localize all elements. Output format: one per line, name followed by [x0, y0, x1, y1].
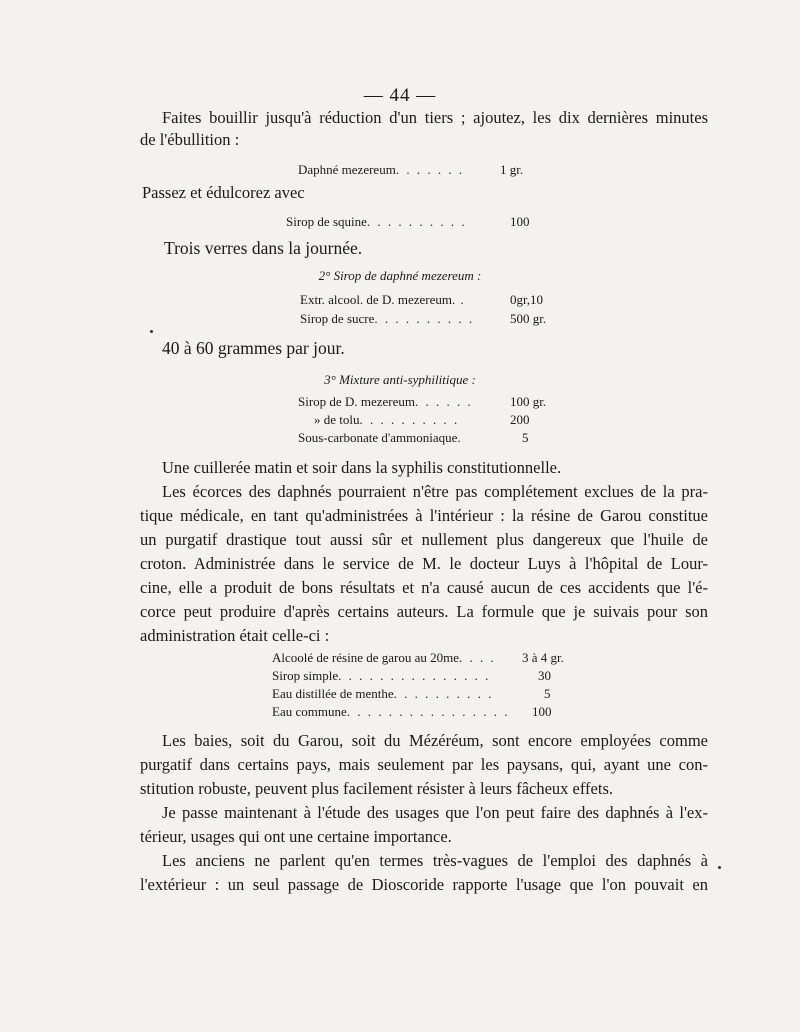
recipe-dots: . . . . . . — [414, 394, 473, 409]
recipe-qty: 0gr,10 — [510, 292, 544, 307]
recipe-row — [272, 650, 496, 666]
recipe-dots: . . . . . . . . . . . . . . . — [338, 668, 491, 683]
recipe-item: Eau distillée de menthe — [272, 686, 394, 701]
recipe-row — [298, 430, 461, 446]
recipe-qty: 100 gr. — [510, 394, 547, 409]
recipe-qty: 100 — [510, 214, 530, 229]
recipe-row — [272, 668, 490, 684]
recipe-qty: 3 à 4 gr. — [522, 650, 564, 665]
ink-speck — [150, 330, 153, 333]
paragraph-line: purgatif dans certains pays, mais seulement par les paysans, qui, ayant une con- — [140, 755, 708, 774]
recipe-qty: 5 — [522, 430, 529, 445]
recipe-item: » de tolu — [314, 412, 360, 427]
recipe-row — [272, 686, 493, 702]
recipe-item: Eau commune — [272, 704, 347, 719]
recipe-row — [300, 311, 474, 327]
recipe-row — [272, 704, 509, 720]
paragraph-line: Trois verres dans la journée. — [164, 238, 363, 258]
recipe-qty: 200 — [510, 412, 530, 427]
recipe-dots: . — [455, 292, 466, 307]
recipe-qty: 5 — [544, 686, 551, 701]
recipe-item: Extr. alcool. de D. mezereum. — [300, 292, 456, 307]
paragraph-line: stitution robuste, peuvent plus facilement résister à leurs fâcheux effets. — [140, 779, 614, 798]
recipe-qty: 100 — [532, 704, 552, 719]
paragraph-line: Les baies, soit du Garou, soit du Mézéréum, sont encore employées comme — [162, 731, 708, 750]
paragraph-line: Faites bouillir jusqu'à réduction d'un tiers ; ajoutez, les dix dernières minutes — [162, 108, 708, 127]
paragraph-line: Je passe maintenant à l'étude des usages que l'on peut faire des daphnés à l'ex- — [162, 803, 708, 822]
recipe-row — [314, 412, 459, 428]
paragraph-line: administration était celle-ci : — [140, 626, 330, 645]
paragraph-line: un purgatif drastique tout aussi sûr et nullement plus dangereux que l'huile de — [140, 530, 708, 549]
paragraph-line: 40 à 60 grammes par jour. — [162, 338, 345, 358]
recipe-item: Sirop de squine — [286, 214, 367, 229]
recipe-dots: . . . . . . . . . . . . . . . . — [346, 704, 510, 719]
paragraph-line: cine, elle a produit de bons résultats et n'a causé aucun de ces accidents que l'é- — [140, 578, 708, 597]
recipe-qty: 1 gr. — [500, 162, 524, 177]
recipe-row — [298, 162, 464, 178]
recipe-dots: . . . . . . . . . . — [374, 311, 475, 326]
paragraph-line: Les anciens ne parlent qu'en termes très-vagues de l'emploi des daphnés à — [162, 851, 708, 870]
recipe-item: Sous-carbonate d'ammoniaque. — [298, 430, 461, 445]
recipe-row — [298, 394, 473, 410]
recipe-qty: 30 — [538, 668, 551, 683]
recipe-item: Sirop de D. mezereum — [298, 394, 415, 409]
recipe-dots: . . . . . . . . . . — [393, 686, 494, 701]
recipe-item: Sirop de sucre — [300, 311, 375, 326]
page-number: — 44 — — [363, 85, 437, 106]
paragraph-line: l'extérieur : un seul passage de Dioscoride rapporte l'usage que l'on pouvait en — [140, 875, 708, 894]
paragraph-line: térieur, usages qui ont une certaine importance. — [140, 827, 452, 846]
paragraph-line: corce peut produire d'après certains auteurs. La formule que je suivais pour son — [140, 602, 708, 621]
paragraph-line: Les écorces des daphnés pourraient n'être pas complétement exclues de la pra- — [162, 482, 708, 501]
section-heading: 2° Sirop de daphné mezereum : — [318, 268, 482, 283]
paragraph-line: Une cuillerée matin et soir dans la syphilis constitutionnelle. — [162, 458, 562, 477]
recipe-item: Daphné mezereum — [298, 162, 396, 177]
recipe-dots: . . . . . . . . . . — [366, 214, 467, 229]
recipe-item: Alcoolé de résine de garou au 20me — [272, 650, 459, 665]
recipe-row — [300, 292, 466, 308]
recipe-qty: 500 gr. — [510, 311, 547, 326]
paragraph-line: tique médicale, en tant qu'administrées à l'intérieur : la résine de Garou constitue — [140, 506, 708, 525]
recipe-dots: . . . . . . . — [395, 162, 465, 177]
recipe-dots: . . . . . . . . . . — [359, 412, 460, 427]
recipe-item: Sirop simple — [272, 668, 339, 683]
recipe-dots: . . . . — [458, 650, 496, 665]
paragraph-line: croton. Administrée dans le service de M. le docteur Luys à l'hôpital de Lour- — [140, 554, 708, 573]
section-heading: 3° Mixture anti-syphilitique : — [324, 372, 476, 387]
ink-speck — [718, 866, 721, 869]
paragraph-line: de l'ébullition : — [140, 130, 240, 149]
recipe-row — [286, 214, 467, 230]
paragraph-line: Passez et édulcorez avec — [142, 183, 305, 202]
